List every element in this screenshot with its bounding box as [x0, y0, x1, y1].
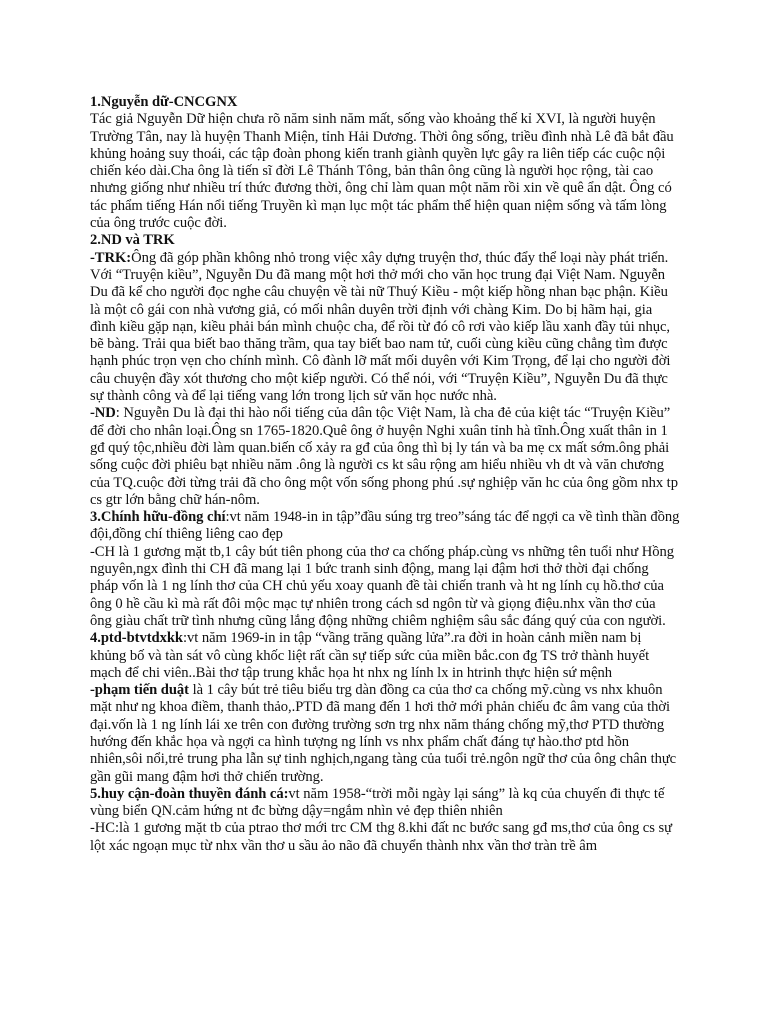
section-heading-rest: :vt năm 1969-in in tập “vầng trăng quầng lửa”.ra đời in hoàn cảnh miền nam bị khủng bố và tàn sát vô cùng khốc liệt rất cần sự tiếp sức của miền bắc.con đg TS trở thành huyết mạch để chi viên..Bài thơ tập trung khắc họa ht nhx ng lính lx in htrinh thực hiện sứ mệnh — [90, 630, 650, 681]
paragraph-lead: -ND — [90, 405, 116, 422]
paragraph-text: : Nguyễn Du là đại thi hào nổi tiếng của dân tộc Việt Nam, là cha đẻ của kiệt tác “Truyện Kiều” để đời cho nhân loại.Ông sn 1765-1820.Quê ông ở huyện Nghi xuân tỉnh hà tĩnh.Ông xuất thân in 1 gđ quý tộc,nhiều đời làm quan.biến cố xảy ra gđ của ông thì bị ly tán và ba mẹ cx mất sớm.ông phải sống cuộc đời phiêu bạt nhiều năm .ông là người cs kt sâu rộng am hiểu nhiều vh dt và văn chương của TQ.cuộc đời từng trải đã cho ông một vốn sống phong phú .sự nghiệp văn hc của ông gồm nhx tp cs gtr lớn bằng chữ hán-nôm. — [90, 405, 678, 508]
paragraph-lead: -phạm tiến duật — [90, 682, 189, 699]
section-5-heading — [90, 786, 680, 821]
section-heading: 4.ptd-btvtdxkk — [90, 630, 183, 647]
section-5-paragraph — [90, 820, 680, 855]
section-heading: 2.ND và TRK — [90, 232, 175, 249]
section-heading: 1.Nguyễn dữ-CNCGNX — [90, 94, 238, 110]
section-3-heading — [90, 509, 680, 544]
section-2-heading — [90, 232, 680, 249]
document-body — [90, 94, 680, 855]
section-heading-rest: vt năm 1958-“trời mỗi ngày lại sáng” là kq của chuyến đi thực tế vùng biển QN.cảm hứng nt đc bừng dậy=ngắm nhìn vẻ đẹp thiên nhiên — [90, 785, 665, 820]
paragraph-text: Ông đã góp phần không nhỏ trong việc xây dựng truyện thơ, thúc đẩy thể loại này phát triển. Với “Truyện kiều”, Nguyễn Du đã mang một hơi thở mới cho văn học trung đại Việt Nam. Nguyễn Du đã kể cho người đọc nghe câu chuyện về tài nữ Thuý Kiều - một kiếp hồng nhan bạc phận. Kiều là một cô gái con nhà vương giả, có mối nhân duyên trời định với chàng Kim. Do bị hãm hại, gia đình kiều gặp nạn, kiều phải bán mình chuộc cha, để rồi từ đó cô rơi vào kiếp lầu xanh đầy tủi nhục, bẽ bàng. Trải qua biết bao thăng trầm, qua tay biết bao nam tử, cuối cùng kiều cũng chẳng tìm được hạnh phúc trọn vẹn cho chính mình. Cô đành lỡ mất mối duyên với Kim Trọng, để lại cho người đời câu chuyện đầy xót thương cho một kiếp người. Có thể nói, với “Truyện Kiều”, Nguyễn Du đã thực sự thành công và để lại tiếng vang lớn trong lịch sử văn học nước nhà. — [90, 249, 671, 405]
section-3-paragraph — [90, 544, 680, 630]
section-4-heading — [90, 630, 680, 682]
section-heading: 3.Chính hữu-đồng chí — [90, 509, 226, 526]
section-2-paragraph-nd — [90, 405, 680, 509]
section-4-paragraph — [90, 682, 680, 786]
paragraph-text: -CH là 1 gương mặt tb,1 cây bút tiên phong của thơ ca chống pháp.cùng vs những tên tuổi như Hồng nguyên,ngx đình thi CH đã mang lại 1 bức tranh sinh động, mang lại đậm hơi thở thời đại chống pháp vốn là 1 ng lính thơ của CH chủ yếu xoay quanh đề tài chiến tranh và ht ng lính cụ hồ.thơ của ông 0 hề cầu kì mà rất đôi mộc mạc tự nhiên trong cách sd ngôn từ và giọng điệu.nhx vần thơ của ông giàu chất trữ tình nhưng cũng lắng động những chiêm nghiệm sâu sắc đáng quý của con người. — [90, 543, 674, 629]
section-1-heading — [90, 94, 680, 111]
section-heading-rest: :vt năm 1948-in in tập”đầu súng trg treo”sáng tác để ngợi ca về tình thần đồng đội,đồng chí thiêng liêng cao đẹp — [90, 509, 680, 543]
paragraph-text: là 1 cây bút trẻ tiêu biểu trg dàn đồng ca của thơ ca chống mỹ.cùng vs nhx khuôn mặt như ng khoa điềm, thanh thảo,.PTD đã mang đến 1 hơi thở mới phản chiếu đc âm vang của thời đại.vốn là 1 ng lính lái xe trên con đường trường sơn trg nhx năm tháng chống mỹ,thơ PTD thường hướng đến khắc họa và ngợi ca hình tượng ng lính vs nhx phẩm chất đáng tự hào.thơ ptd hồn nhiên,sôi nổi,trẻ trung pha lẫn sự tinh nghịch,ngang tàng của tuổi trẻ.ngôn ngữ thơ của ông chân thực gần gũi mang đậm hơi thở chiến trường. — [90, 682, 677, 785]
section-2-paragraph-trk — [90, 250, 680, 406]
section-heading: 5.huy cận-đoàn thuyền đánh cá: — [90, 785, 289, 802]
section-1-paragraph — [90, 111, 680, 232]
paragraph-text: Tác giả Nguyễn Dữ hiện chưa rõ năm sinh năm mất, sống vào khoảng thế kỉ XVI, là người huyện Trường Tân, nay là huyện Thanh Miện, tỉnh Hải Dương. Thời ông sống, triều đình nhà Lê đã bắt đầu khủng hoảng suy thoái, các tập đoàn phong kiến tranh giành quyền lực gây ra liên tiếp các cuộc nội chiến kéo dài.Cha ông là tiến sĩ đời Lê Thánh Tông, bản thân ông cũng là người học rộng, tài cao nhưng giống như nhiều trí thức đương thời, ông chỉ làm quan một năm rồi xin về quê ẩn dật. Ông có tác phẩm tiếng Hán nổi tiếng Truyền kì mạn lục một tác phẩm thể hiện quan niệm sống và tấm lòng của ông trước cuộc đời. — [90, 111, 674, 232]
paragraph-lead: -TRK: — [90, 249, 132, 266]
paragraph-text: -HC:là 1 gương mặt tb của ptrao thơ mới trc CM thg 8.khi đất nc bước sang gđ ms,thơ của ông cs sự lột xác ngoạn mục từ nhx vần thơ u sầu ảo não đã chuyển thành nhx vần thơ tràn trề âm — [90, 820, 672, 854]
